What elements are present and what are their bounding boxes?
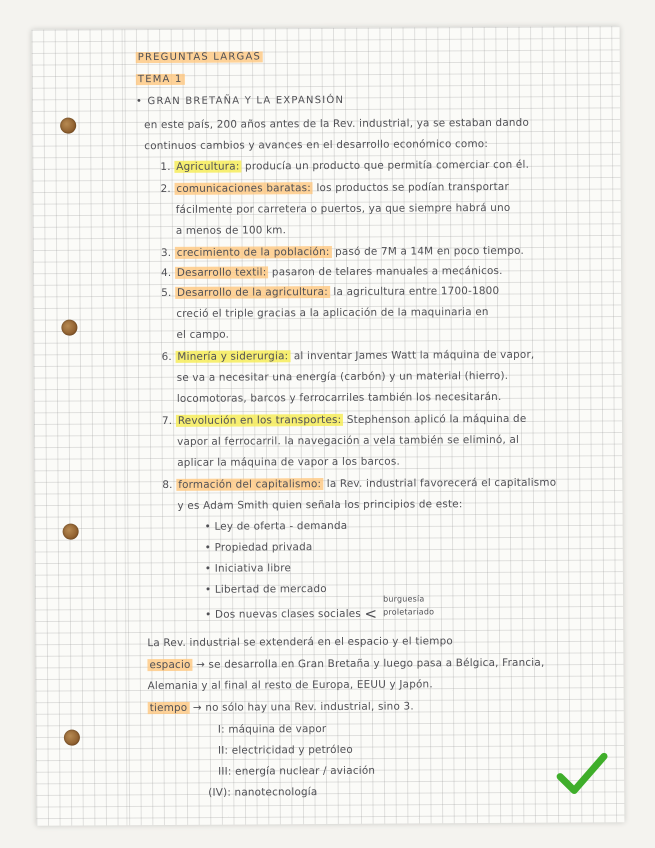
item-6-line-3: locomotoras, barcos y ferrocarriles también los necesitarán. bbox=[176, 390, 502, 405]
revolution-1: I: máquina de vapor bbox=[217, 723, 327, 736]
section-title: • GRAN BRETAÑA Y LA EXPANSIÓN bbox=[135, 94, 345, 108]
espacio-line-1: espacio → se desarrolla en Gran Bretaña y luego pasa a Bélgica, Francia, bbox=[149, 656, 545, 672]
item-8-line-2: y es Adam Smith quien señala los principios de este: bbox=[177, 498, 463, 512]
principle-4: • Libertad de mercado bbox=[204, 583, 327, 596]
item-7-line-3: aplicar la máquina de vapor a los barcos. bbox=[177, 455, 400, 469]
revolution-2: II: electricidad y petróleo bbox=[217, 743, 353, 757]
item-2-line-3: a menos de 100 km. bbox=[175, 224, 287, 237]
intro-line-1: en este país, 200 años antes de la Rev. industrial, ya se estaban dando bbox=[144, 116, 530, 132]
espacio-line-2: Alemania y al final al resto de Europa, EEUU y Japón. bbox=[147, 678, 433, 693]
principle-3: • Iniciativa libre bbox=[204, 562, 292, 575]
item-5: 5. Desarrollo de la agricultura: la agricultura entre 1700-1800 bbox=[161, 284, 500, 300]
revolution-3: III: energía nuclear / aviación bbox=[218, 764, 376, 778]
item-8: 8. formación del capitalismo: la Rev. industrial favorecerá el capitalismo bbox=[162, 476, 557, 492]
margin-line bbox=[122, 29, 128, 825]
binder-hole-4 bbox=[64, 730, 80, 746]
principle-5: • Dos nuevas clases sociales < bbox=[205, 604, 378, 623]
class-bourgeoisie: burguesía bbox=[383, 594, 425, 604]
item-1: 1. Agricultura: producía un producto que permitía comerciar con él. bbox=[160, 158, 530, 174]
item-2: 2. comunicaciones baratas: los productos se podían transportar bbox=[160, 180, 509, 196]
principle-1: • Ley de oferta - demanda bbox=[204, 519, 348, 533]
binder-hole-2 bbox=[61, 320, 77, 336]
revolution-4: (IV): nanotecnología bbox=[208, 786, 318, 799]
item-2-line-2: fácilmente por carretera o puertos, ya que siempre habrá uno bbox=[175, 201, 511, 216]
binder-hole-1 bbox=[60, 118, 76, 134]
checkmark-icon bbox=[556, 752, 608, 796]
principle-2: • Propiedad privada bbox=[204, 541, 313, 554]
conclusion-line: La Rev. industrial se extenderá en el espacio y el tiempo bbox=[147, 635, 453, 650]
item-5-line-3: el campo. bbox=[176, 328, 230, 341]
item-7-line-2: vapor al ferrocarril. la navegación a vela también se eliminó, al bbox=[177, 433, 520, 448]
item-5-line-2: creció el triple gracias a la aplicación de la maquinaria en bbox=[176, 306, 489, 320]
item-3: 3. crecimiento de la población: pasó de 7M a 14M en poco tiempo. bbox=[160, 244, 525, 260]
page-header: PREGUNTAS LARGAS bbox=[137, 51, 262, 64]
classes-brace: < bbox=[364, 604, 378, 623]
item-4: 4. Desarrollo textil: pasaron de telares manuales a mecánicos. bbox=[161, 264, 503, 280]
intro-line-2: continuos cambios y avances en el desarrollo económico como: bbox=[144, 138, 489, 153]
item-6-line-2: se va a necesitar una energía (carbón) y un material (hierro). bbox=[176, 369, 509, 384]
tema-label: TEMA 1 bbox=[137, 73, 183, 86]
binder-hole-3 bbox=[63, 524, 79, 540]
class-proletariat: proletariado bbox=[383, 607, 435, 617]
item-7: 7. Revolución en los transportes: Stephenson aplicó la máquina de bbox=[161, 412, 527, 428]
item-6: 6. Minería y siderurgia: al inventar James Watt la máquina de vapor, bbox=[161, 348, 535, 364]
tiempo-line: tiempo → no sólo hay una Rev. industrial, sino 3. bbox=[149, 700, 414, 715]
notebook-page bbox=[32, 26, 625, 826]
